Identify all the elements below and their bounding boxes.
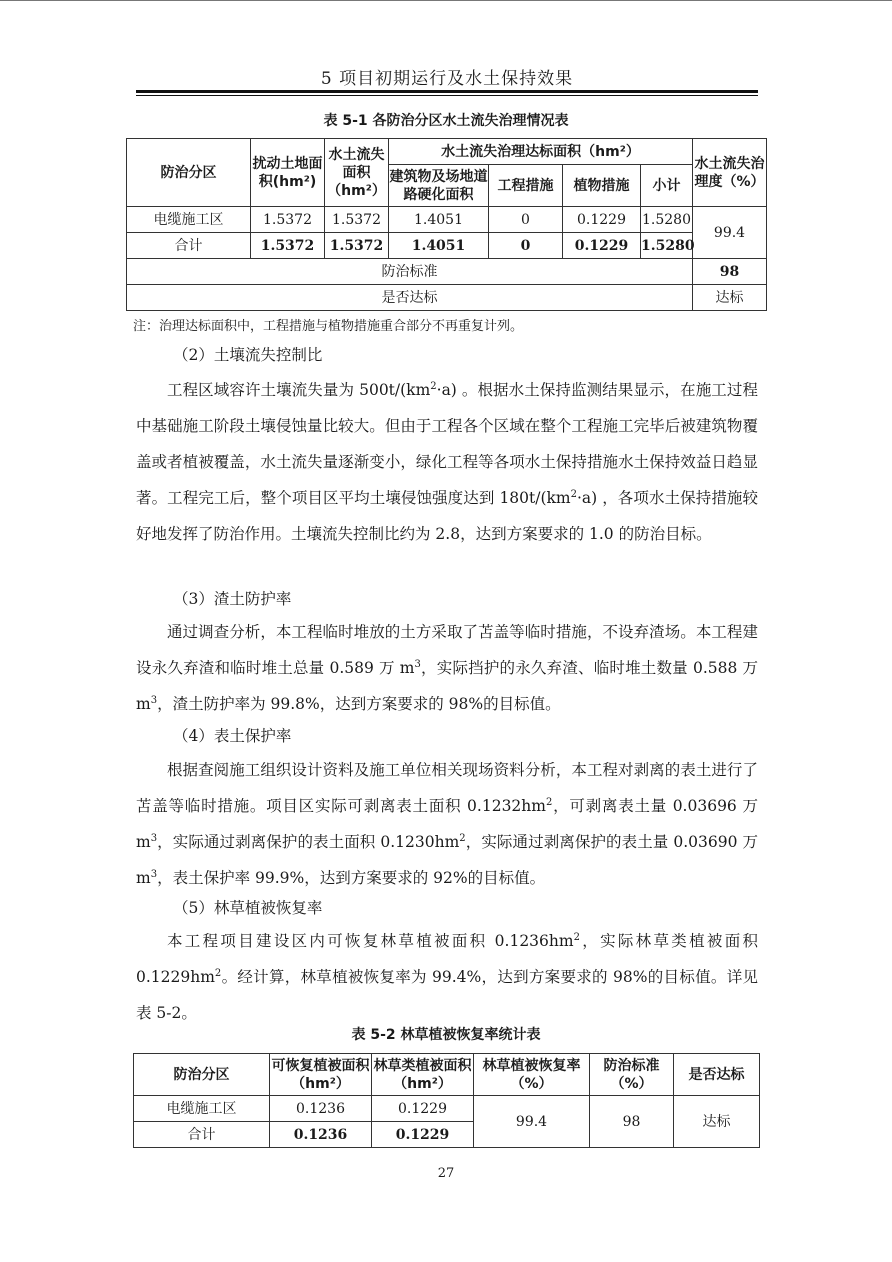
table1-note: 注：治理达标面积中，工程措施与植物措施重合部分不再重复计列。 [133,319,524,334]
table-row [127,285,767,311]
t1-standard-label: 防治标准 [127,259,693,285]
text-run: ·a) ，各项水土保持措施较好地发挥了防治作用。土壤流失控制比约为 2.8，达到方案要求的 1.0 的防治目标。 [136,489,758,543]
text-run: ，实际林草类植被面积 0.1229hm [136,932,758,986]
text-run: 通过调查分析，本工程临时堆放的土方采取了苫盖等临时措施，不设弃渣场。本工程建设永久弃渣和临时堆土总量 0.589 万 m [136,623,758,677]
table-row [127,233,767,259]
t1-header-treated-group: 水土流失治理达标面积（hm²） [389,139,693,165]
superscript: 2 [573,931,580,943]
header-rule-thin [136,95,758,96]
t2-cell-restorable: 0.1236 [270,1096,372,1122]
t2-header-restorable: 可恢复植被面积（hm²） [270,1054,372,1096]
section-heading: （4）表土保护率 [173,727,292,745]
t2-cell-zone: 合计 [134,1122,270,1148]
text-run: ，可剥离表土量 0.03696 万 m [136,797,758,851]
t2-cell-restorable: 0.1236 [270,1122,372,1148]
superscript: 2 [430,380,437,392]
t1-header-degree: 水土流失治理度（%） [693,139,767,207]
section-heading: （2）土壤流失控制比 [173,346,323,364]
table-row [134,1096,760,1122]
section-heading: （5）林草植被恢复率 [173,899,323,917]
superscript: 2 [545,796,553,808]
t2-header-meets: 是否达标 [674,1054,760,1096]
t1-cell-loss-area: 1.5372 [325,233,389,259]
t2-cell-standard: 98 [590,1096,674,1148]
text-run: ·a) 。根据水土保持监测结果显示，在施工过程中基础施工阶段土壤侵蚀量比较大。但由于工程各个区域在整个工程施工完毕后被建筑物覆盖或者植被覆盖，水土流失量逐渐变小，绿化工程等各项水土保持措施水土保持效益日趋显著。工程完工后，整个项目区平均土壤侵蚀强度达到 180t/(km [136,381,758,507]
text-run: 。经计算，林草植被恢复率为 99.4%，达到方案要求的 98%的目标值。详见表 5-2。 [136,968,758,1022]
t1-header-loss-area: 水土流失面积（hm²） [325,139,389,207]
t1-cell-disturbed: 1.5372 [251,233,325,259]
text-run: 本工程项目建设区内可恢复林草植被面积 0.1236hm [167,932,574,950]
t1-header-subtotal: 小计 [641,165,693,207]
t2-cell-actual: 0.1229 [372,1096,474,1122]
table2-caption: 表 5-2 林草植被恢复率统计表 [351,1027,541,1043]
t1-header-zone: 防治分区 [127,139,251,207]
text-run: ，实际通过剥离保护的表土量 0.03690 万 m [136,833,758,887]
paragraph [136,614,758,722]
t2-cell-rate: 99.4 [474,1096,590,1148]
header-rule-thick [136,90,758,93]
section-heading: （3）渣土防护率 [173,590,292,608]
text-run: ，实际通过剥离保护的表土面积 0.1230hm [157,833,460,851]
running-header: 5 项目初期运行及水土保持效果 [320,69,574,89]
t2-cell-actual: 0.1229 [372,1122,474,1148]
t1-cell-buildings: 1.4051 [389,233,489,259]
t2-header-standard: 防治标准（%） [590,1054,674,1096]
t1-cell-plant: 0.1229 [563,233,641,259]
table-row [127,207,767,233]
t1-cell-engineering: 0 [489,233,563,259]
t1-cell-zone: 合计 [127,233,251,259]
superscript: 2 [570,488,577,500]
text-run: ，实际挡护的永久弃渣、临时堆土数量 0.588 万 m [136,659,758,713]
table-row [127,259,767,285]
t1-cell-plant: 0.1229 [563,207,641,233]
t1-cell-subtotal: 1.5280 [641,207,693,233]
superscript: 3 [150,694,158,706]
t2-header-zone: 防治分区 [134,1054,270,1096]
text-run: 根据查阅施工组织设计资料及施工单位相关现场资料分析，本工程对剥离的表土进行了苫盖等临时措施。项目区实际可剥离表土面积 0.1232hm [136,761,758,815]
t1-header-disturbed: 扰动土地面积(hm²) [251,139,325,207]
t1-cell-engineering: 0 [489,207,563,233]
t1-header-plant: 植物措施 [563,165,641,207]
table-5-2 [133,1053,760,1148]
superscript: 2 [459,832,466,844]
text-run: 工程区域容许土壤流失量为 500t/(km [167,381,431,399]
t1-cell-zone: 电缆施工区 [127,207,251,233]
t2-header-rate: 林草植被恢复率（%） [474,1054,590,1096]
paragraph [136,372,758,552]
table1-caption: 表 5-1 各防治分区水土流失治理情况表 [323,113,569,129]
superscript: 2 [214,967,222,979]
t1-cell-buildings: 1.4051 [389,207,489,233]
t1-meets-label: 是否达标 [127,285,693,311]
t1-header-engineering: 工程措施 [489,165,563,207]
paragraph [136,752,758,896]
t1-meets-value: 达标 [693,285,767,311]
superscript: 3 [414,658,421,670]
t1-cell-degree: 99.4 [693,207,767,259]
superscript: 3 [150,832,158,844]
table-5-1 [126,138,767,311]
paragraph [136,923,758,1031]
top-border [0,0,892,1]
t2-header-actual: 林草类植被面积（hm²） [372,1054,474,1096]
t1-cell-disturbed: 1.5372 [251,207,325,233]
t1-cell-loss-area: 1.5372 [325,207,389,233]
t1-header-buildings: 建筑物及场地道路硬化面积 [389,165,489,207]
page-number: 27 [437,1166,455,1181]
superscript: 3 [150,868,158,880]
t2-cell-zone: 电缆施工区 [134,1096,270,1122]
t1-standard-value: 98 [693,259,767,285]
text-run: ，渣土防护率为 99.8%，达到方案要求的 98%的目标值。 [157,695,561,713]
t1-cell-subtotal: 1.5280 [641,233,693,259]
t2-cell-meets: 达标 [674,1096,760,1148]
text-run: ，表土保护率 99.9%，达到方案要求的 92%的目标值。 [157,869,546,887]
